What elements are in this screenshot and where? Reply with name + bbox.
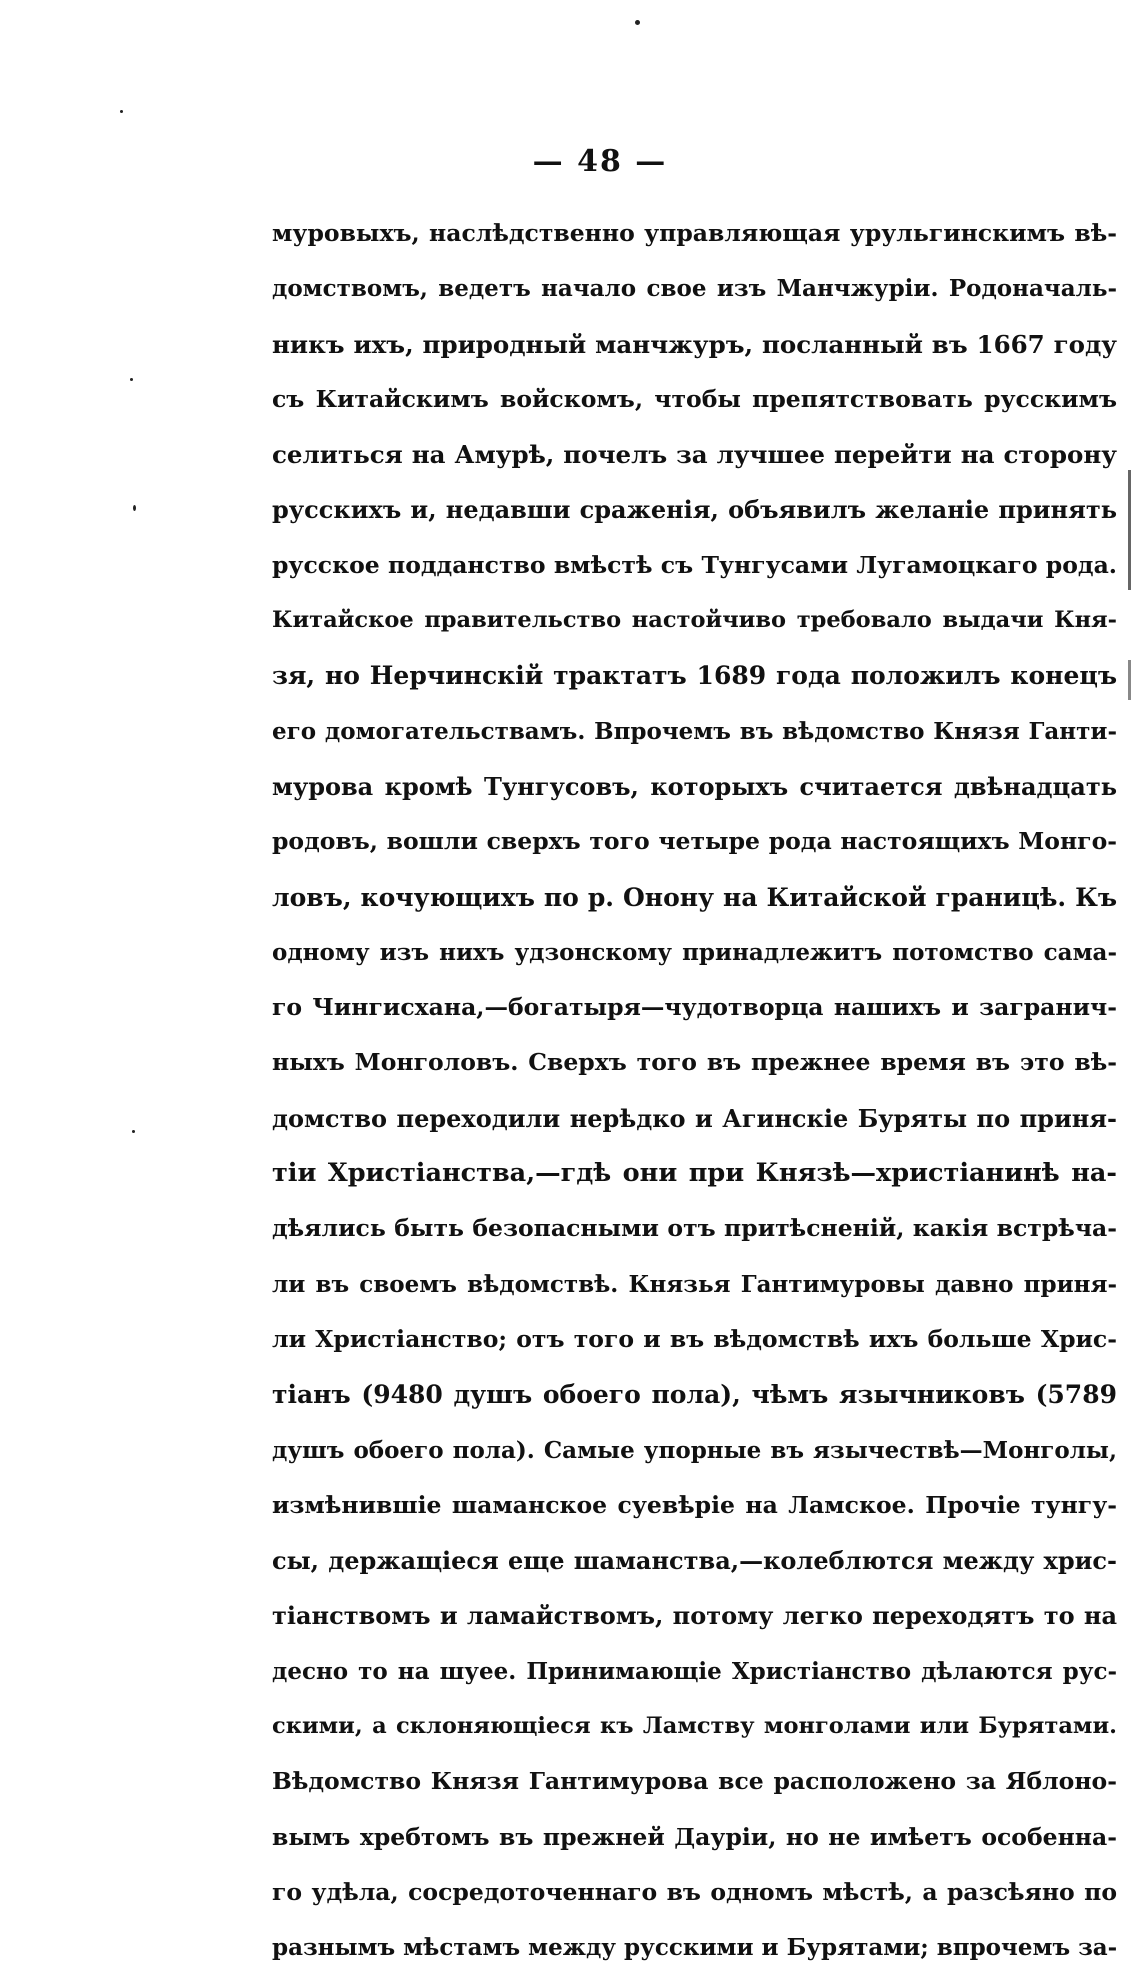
- text-line: измѣнившіе шаманское суевѣріе на Ламское. Прочіе тунгу-: [272, 1490, 1117, 1519]
- text-line: одному изъ нихъ удзонскому принадлежитъ потомство сама-: [272, 938, 1117, 966]
- text-line: домство переходили нерѣдко и Агинскіе Буряты по приня-: [272, 1103, 1117, 1133]
- text-line: разнымъ мѣстамъ между русскими и Бурятами; впрочемъ за-: [272, 1934, 1117, 1962]
- text-line: съ Китайскимъ войскомъ, чтобы препятствовать русскимъ: [272, 384, 1117, 413]
- text-line: русское подданство вмѣстѣ съ Тунгусами Лугамоцкаго рода.: [272, 550, 1117, 579]
- text-line: душъ обоего пола). Самые упорные въ язычествѣ—Монголы,: [272, 1436, 1117, 1464]
- scan-speck: [133, 505, 136, 511]
- scan-edge-mark: [1128, 660, 1131, 700]
- text-line: родовъ, вошли сверхъ того четыре рода настоящихъ Монго-: [272, 827, 1117, 856]
- scan-edge-mark: [1128, 470, 1131, 590]
- text-line: десно то на шуее. Принимающіе Христіанство дѣлаются рус-: [272, 1657, 1117, 1685]
- text-line: тіи Христіанства,—гдѣ они при Князѣ—христіанинѣ на-: [272, 1158, 1117, 1189]
- text-line: домствомъ, ведетъ начало свое изъ Манчжуріи. Родоначаль-: [272, 275, 1117, 303]
- text-line: ли Христіанство; отъ того и въ вѣдомствѣ ихъ больше Хрис-: [272, 1324, 1117, 1353]
- text-line: русскихъ и, недавши сраженія, объявилъ желаніе принять: [272, 495, 1117, 525]
- page-number: — 48 —: [532, 144, 668, 179]
- text-line: муровыхъ, наслѣдственно управляющая урульгинскимъ вѣ-: [272, 219, 1117, 247]
- text-line: зя, но Нерчинскій трактатъ 1689 года положилъ конецъ: [272, 661, 1117, 691]
- text-line: мурова кромѣ Тунгусовъ, которыхъ считается двѣнадцать: [272, 771, 1117, 801]
- text-line: его домогательствамъ. Впрочемъ въ вѣдомство Князя Ганти-: [272, 717, 1117, 745]
- text-line: го удѣла, сосредоточеннаго въ одномъ мѣстѣ, а разсѣяно по: [272, 1877, 1117, 1906]
- scan-speck: [120, 110, 123, 113]
- text-line: дѣялись быть безопасными отъ притѣсненій, какія встрѣча-: [272, 1214, 1117, 1243]
- text-line: селиться на Амурѣ, почелъ за лучшее перейти на сторону: [272, 440, 1117, 470]
- text-line: ли въ своемъ вѣдомствѣ. Князья Гантимуровы давно приня-: [272, 1270, 1117, 1298]
- text-line: скими, а склоняющіеся къ Ламству монголами или Бурятами.: [272, 1713, 1117, 1740]
- body-text: [272, 206, 1117, 1976]
- text-line: го Чингисхана,—богатыря—чудотворца нашихъ и загранич-: [272, 993, 1117, 1022]
- scan-speck: [130, 378, 133, 381]
- text-line: Китайское правительство настойчиво требовало выдачи Кня-: [272, 607, 1117, 634]
- text-line: ныхъ Монголовъ. Сверхъ того въ прежнее время въ это вѣ-: [272, 1048, 1117, 1077]
- text-line: тіанъ (9480 душъ обоего пола), чѣмъ язычниковъ (5789: [272, 1380, 1117, 1410]
- text-line: тіанствомъ и ламайствомъ, потому легко переходятъ то на: [272, 1601, 1117, 1631]
- text-line: Вѣдомство Князя Гантимурова все расположено за Яблоно-: [272, 1767, 1117, 1796]
- text-line: ловъ, кочующихъ по р. Онону на Китайской границѣ. Къ: [272, 882, 1117, 912]
- text-line: никъ ихъ, природный манчжуръ, посланный въ 1667 году: [272, 329, 1117, 359]
- scan-speck: [635, 20, 640, 25]
- scan-speck: [132, 1130, 135, 1133]
- text-line: сы, держащіеся еще шаманства,—колеблются между хрис-: [272, 1546, 1117, 1576]
- text-line: вымъ хребтомъ въ прежней Дауріи, но не имѣетъ особенна-: [272, 1822, 1117, 1851]
